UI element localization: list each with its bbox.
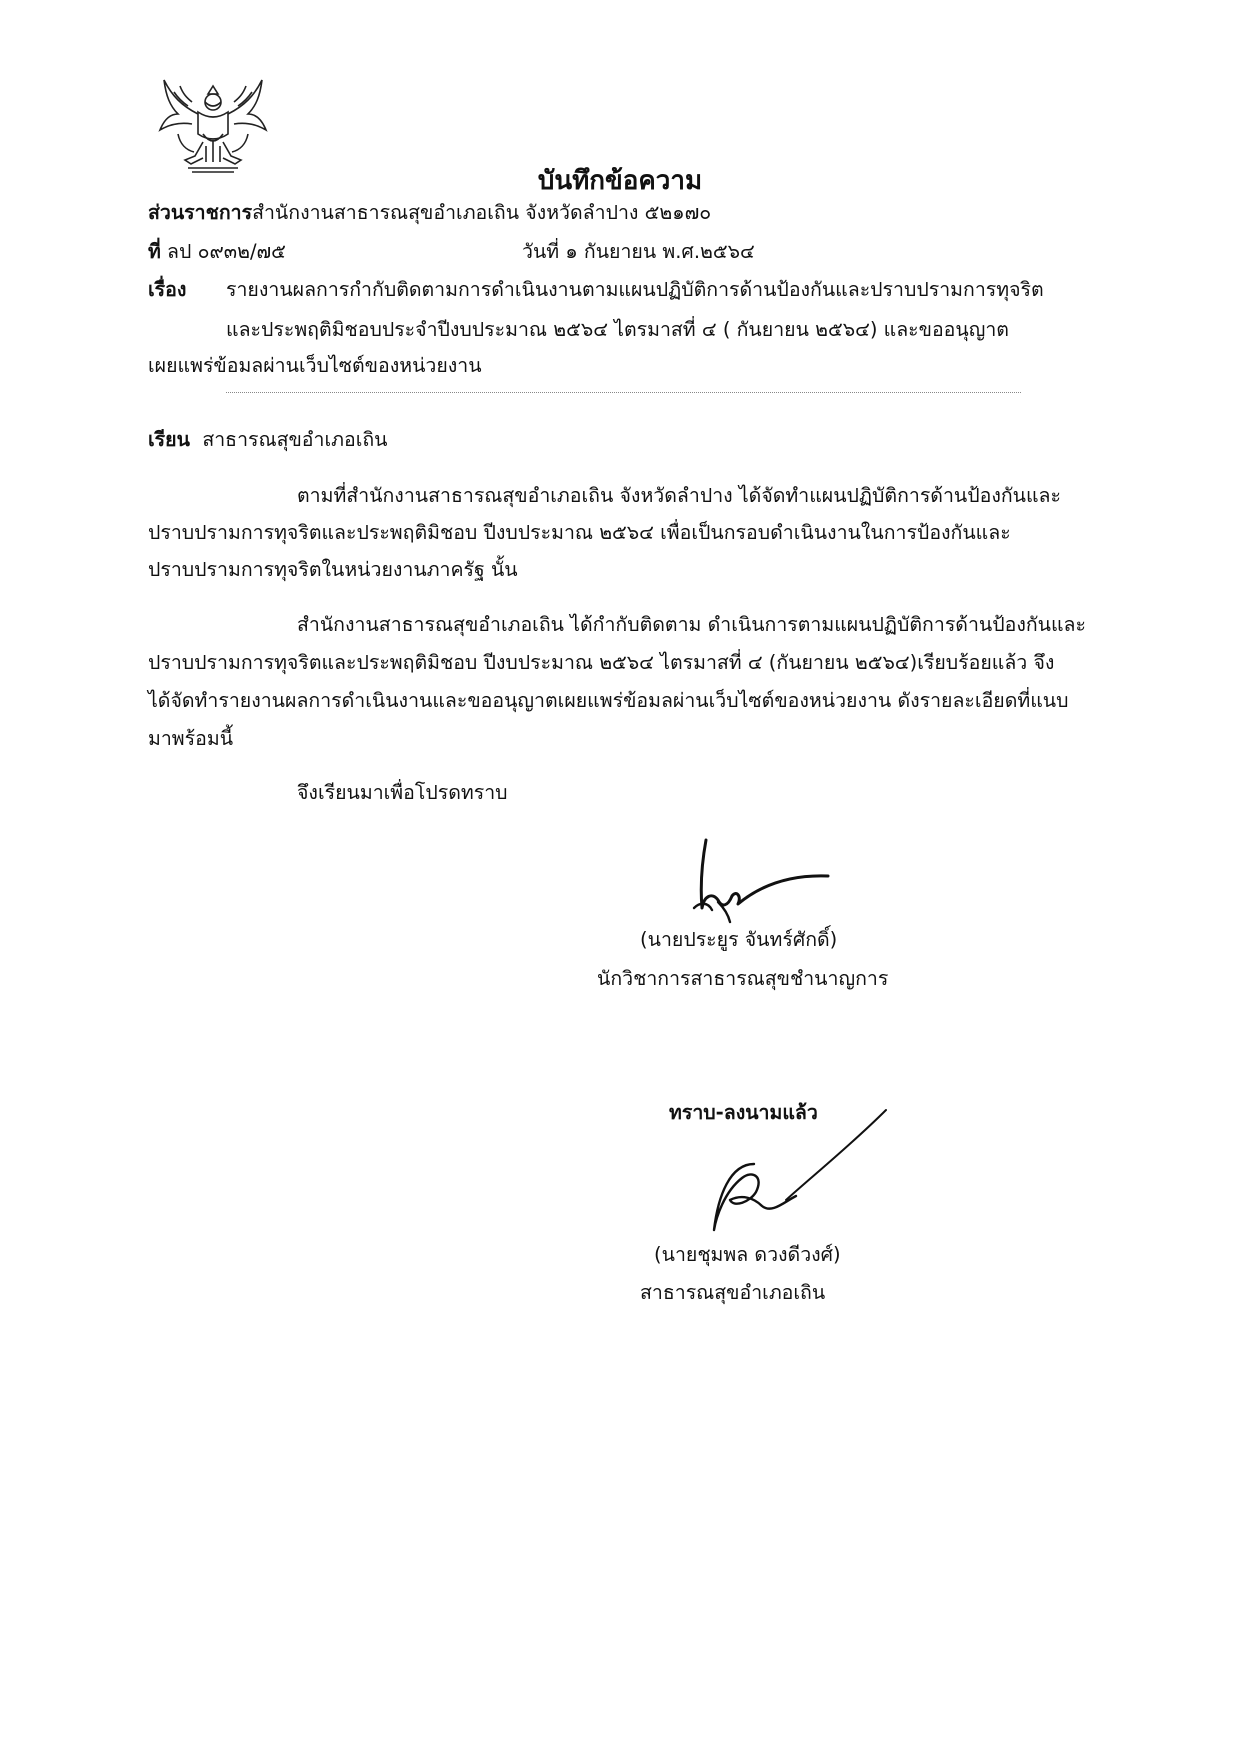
reference-line xyxy=(148,242,286,262)
subject-line-3: เผยแพร่ข้อมลผ่านเว็บไซต์ของหน่วยงาน xyxy=(148,354,482,377)
paragraph1-line-3: ปราบปรามการทุจริตในหน่วยงานภาครัฐ นั้น xyxy=(148,558,518,581)
paragraph2-line-4: มาพร้อมนี้ xyxy=(148,727,234,750)
document-title: บันทึกข้อความ xyxy=(537,166,703,196)
approver-position: สาธารณสุขอำเภอเถิน xyxy=(640,1281,826,1304)
subject-line-1: รายงานผลการกำกับติดตามการดำเนินงานตามแผนปฏิบัติการด้านป้องกันและปราบปรามการทุจริต xyxy=(226,278,1044,301)
salutation-label: เรียน xyxy=(148,428,190,451)
salutation-value: สาธารณสุขอำเภอเถิน xyxy=(202,428,388,451)
signatory-position: นักวิชาการสาธารณสุขชำนาญการ xyxy=(597,967,889,990)
reference-label: ที่ xyxy=(148,240,161,263)
subject-line-2: และประพฤติมิชอบประจำปีงบประมาณ ๒๕๖๔ ไตรมาสที่ ๔ ( กันยายน ๒๕๖๔) และขออนุญาต xyxy=(226,318,1009,341)
agency-value: สำนักงานสาธารณสุขอำเภอเถิน จังหวัดลำปาง ๕๒๑๗๐ xyxy=(252,201,712,224)
signatory-name: (นายประยูร จันทร์ศักดิ์) xyxy=(640,928,838,951)
handwritten-signature-1 xyxy=(688,838,838,924)
date-line xyxy=(522,242,755,262)
date-value: ๑ กันยายน พ.ศ.๒๕๖๔ xyxy=(559,240,755,263)
paragraph1-line-1: ตามที่สำนักงานสาธารณสุขอำเภอเถิน จังหวัดลำปาง ได้จัดทำแผนปฏิบัติการด้านป้องกันและ xyxy=(297,484,1061,507)
closing-text: จึงเรียนมาเพื่อโปรดทราบ xyxy=(297,781,508,804)
paragraph2-line-1: สำนักงานสาธารณสุขอำเภอเถิน ได้กำกับติดตาม ดำเนินการตามแผนปฏิบัติการด้านป้องกันและ xyxy=(297,613,1086,636)
approver-name: (นายชุมพล ดวงดีวงศ์) xyxy=(654,1243,841,1266)
approval-label: ทราบ-ลงนามแล้ว xyxy=(669,1101,818,1124)
paragraph1-line-2: ปราบปรามการทุจริตและประพฤติมิชอบ ปีงบประมาณ ๒๕๖๔ เพื่อเป็นกรอบดำเนินงานในการป้องกันและ xyxy=(148,521,1011,544)
date-label: วันที่ xyxy=(522,240,560,263)
subject-label: เรื่อง xyxy=(148,278,187,301)
subject-divider xyxy=(226,392,1021,393)
agency-label: ส่วนราชการ xyxy=(148,201,253,224)
agency-line xyxy=(148,203,711,223)
reference-value: ลป ๐๙๓๒/๗๕ xyxy=(160,240,286,263)
paragraph2-line-2: ปราบปรามการทุจริตและประพฤติมิชอบ ปีงบประมาณ ๒๕๖๔ ไตรมาสที่ ๔ (กันยายน ๒๕๖๔)เรียบร้อยแล้ว จึง xyxy=(148,651,1055,674)
paragraph2-line-3: ได้จัดทำรายงานผลการดำเนินงานและขออนุญาตเผยแพร่ข้อมลผ่านเว็บไซต์ของหน่วยงาน ดังรายละเอียดที่แนบ xyxy=(148,689,1069,712)
salutation-line xyxy=(148,430,388,450)
handwritten-signature-2 xyxy=(690,1106,890,1246)
